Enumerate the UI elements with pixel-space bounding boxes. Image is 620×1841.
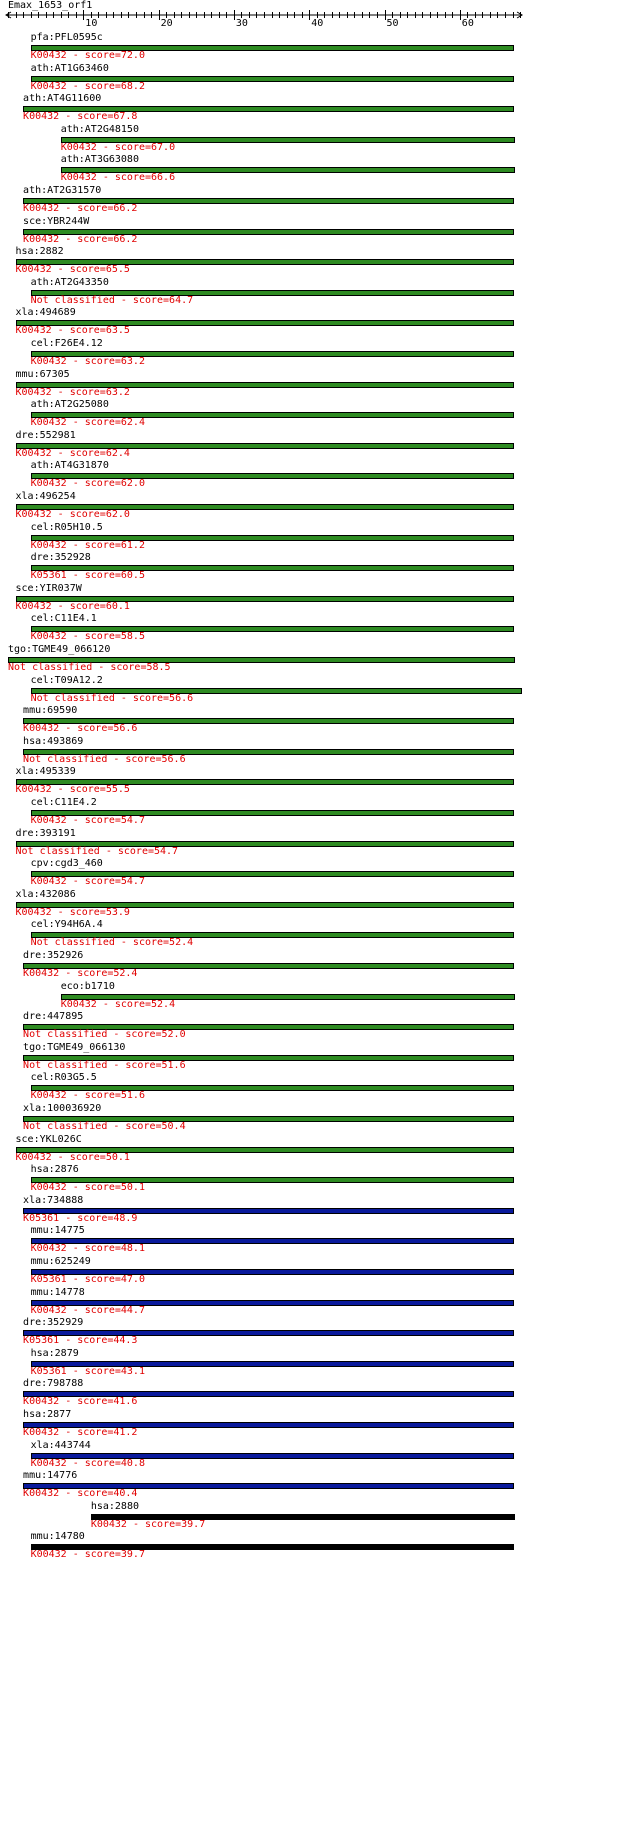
hit-gene-name[interactable]: xla:432086 <box>15 888 76 900</box>
hit-row[interactable] <box>0 307 620 338</box>
hit-ko-score-label: K00432 - score=67.8 <box>23 111 138 123</box>
hit-ko-score-label: K00432 - score=63.2 <box>30 356 145 367</box>
hit-gene-name[interactable]: ath:AT2G43350 <box>30 276 109 288</box>
hit-ko-score-label: K00432 - score=62.0 <box>30 478 145 490</box>
hit-ko-score-label: K00432 - score=52.4 <box>60 998 176 1010</box>
hit-gene-name[interactable]: hsa:2877 <box>23 1409 72 1420</box>
hit-row[interactable] <box>0 1134 620 1165</box>
hit-gene-name[interactable]: hsa:2879 <box>30 1347 79 1359</box>
hit-ko-score-label: K00432 - score=68.2 <box>30 80 145 92</box>
hit-ko-score-label: K00432 - score=72.0 <box>30 50 145 61</box>
hit-row[interactable] <box>0 736 620 767</box>
hit-row[interactable] <box>0 216 620 247</box>
hit-gene-name[interactable]: mmu:14780 <box>30 1531 85 1543</box>
sequence-title: Emax_1653_orf1 <box>8 0 93 11</box>
hit-gene-name[interactable]: ath:AT1G63460 <box>30 62 109 74</box>
hit-ko-score-label: K00432 - score=63.2 <box>15 386 130 398</box>
hit-gene-name[interactable]: dre:447895 <box>23 1011 84 1023</box>
hit-gene-name[interactable]: ath:AT2G48150 <box>60 123 139 135</box>
hit-gene-name[interactable]: cel:Y94H6A.4 <box>30 919 103 931</box>
hit-gene-name[interactable]: eco:b1710 <box>60 980 115 992</box>
hit-ko-score-label: K05361 - score=44.3 <box>23 1335 138 1347</box>
hit-gene-name[interactable]: xla:734888 <box>23 1194 84 1206</box>
hit-ko-score-label: K00432 - score=67.0 <box>60 141 176 153</box>
hit-row[interactable] <box>0 1195 620 1226</box>
hit-ko-score-label: Not classified - score=64.7 <box>30 294 194 306</box>
hit-ko-score-label: K00432 - score=44.7 <box>30 1304 145 1316</box>
hit-ko-score-label: K00432 - score=39.7 <box>90 1518 206 1530</box>
hit-ko-score-label: K00432 - score=55.5 <box>15 784 130 796</box>
axis-tick-label: 60 <box>461 18 474 29</box>
hit-ko-score-label: Not classified - score=56.6 <box>30 692 194 704</box>
hit-ko-score-label: K05361 - score=60.5 <box>30 570 145 582</box>
hit-gene-name[interactable]: ath:AT2G31570 <box>23 185 102 196</box>
hit-ko-score-label: K00432 - score=50.1 <box>30 1182 145 1194</box>
hit-gene-name[interactable]: dre:352926 <box>23 950 84 961</box>
hit-row[interactable] <box>0 1072 620 1103</box>
hit-ko-score-label: K00432 - score=48.1 <box>30 1243 145 1255</box>
hit-gene-name[interactable]: mmu:625249 <box>30 1256 91 1267</box>
hit-row[interactable] <box>0 552 620 583</box>
axis-tick-label: 10 <box>85 18 98 29</box>
hit-row[interactable] <box>0 1042 620 1073</box>
hit-ko-score-label: K00432 - score=41.2 <box>23 1427 138 1438</box>
hit-gene-name[interactable]: cel:T09A12.2 <box>30 674 103 686</box>
hit-row[interactable] <box>0 277 620 308</box>
hit-ko-score-label: K00432 - score=41.6 <box>23 1396 138 1408</box>
hit-gene-name[interactable]: xla:100036920 <box>23 1103 102 1114</box>
hit-row[interactable] <box>0 185 620 216</box>
hit-ko-score-label: K00432 - score=66.2 <box>23 203 138 214</box>
hit-gene-name[interactable]: cel:C11E4.2 <box>30 797 97 808</box>
hit-ko-score-label: K00432 - score=62.0 <box>15 509 130 520</box>
hit-ko-score-label: Not classified - score=52.4 <box>30 937 194 949</box>
axis-tick-label: 30 <box>235 18 248 29</box>
hit-gene-name[interactable]: ath:AT4G31870 <box>30 460 109 472</box>
hit-ko-score-label: K00432 - score=60.1 <box>15 600 130 612</box>
hit-gene-name[interactable]: mmu:67305 <box>15 368 70 380</box>
hit-row[interactable] <box>0 1531 620 1562</box>
hit-row[interactable] <box>0 63 620 94</box>
hit-row[interactable] <box>0 1011 620 1042</box>
hit-row[interactable] <box>0 1256 620 1287</box>
hit-row[interactable] <box>0 32 620 63</box>
hit-ko-score-label: K00432 - score=63.5 <box>15 325 130 337</box>
hit-row[interactable] <box>0 491 620 522</box>
hit-row[interactable] <box>0 93 620 124</box>
hit-ko-score-label: K05361 - score=48.9 <box>23 1212 138 1224</box>
hit-row[interactable] <box>0 430 620 461</box>
hit-ko-score-label: K05361 - score=47.0 <box>30 1274 145 1285</box>
hit-gene-name[interactable]: cel:F26E4.12 <box>30 338 103 349</box>
hit-ko-score-label: K05361 - score=43.1 <box>30 1365 145 1377</box>
hit-row[interactable] <box>0 705 620 736</box>
hit-row[interactable] <box>0 460 620 491</box>
hit-ko-score-label: Not classified - score=58.5 <box>8 662 171 673</box>
hit-gene-name[interactable]: cel:C11E4.1 <box>30 613 97 625</box>
hit-gene-name[interactable]: dre:352928 <box>30 552 91 564</box>
hit-ko-score-label: K00432 - score=39.7 <box>30 1549 145 1561</box>
hit-ko-score-label: K00432 - score=61.2 <box>30 539 145 551</box>
hit-row[interactable] <box>0 889 620 920</box>
hit-gene-name[interactable]: tgo:TGME49_066130 <box>23 1041 126 1053</box>
hit-row[interactable] <box>0 1348 620 1379</box>
hit-row[interactable] <box>0 766 620 797</box>
hit-ko-score-label: K00432 - score=62.4 <box>15 447 130 459</box>
hit-row[interactable] <box>0 124 620 155</box>
hit-ko-score-label: Not classified - score=54.7 <box>15 845 179 857</box>
hit-ko-score-label: K00432 - score=40.8 <box>30 1457 145 1469</box>
hit-row[interactable] <box>0 1225 620 1256</box>
hit-gene-name[interactable]: dre:393191 <box>15 827 76 839</box>
hit-row[interactable] <box>0 1103 620 1134</box>
hit-ko-score-label: Not classified - score=51.6 <box>23 1059 186 1071</box>
hit-row[interactable] <box>0 399 620 430</box>
hit-row[interactable] <box>0 1378 620 1409</box>
hit-ko-score-label: K00432 - score=66.6 <box>60 172 176 184</box>
hit-gene-name[interactable]: hsa:2880 <box>90 1500 139 1512</box>
hit-gene-name[interactable]: hsa:493869 <box>23 735 84 747</box>
hit-ko-score-label: K00432 - score=62.4 <box>30 417 145 429</box>
hit-ko-score-label: K00432 - score=56.6 <box>23 723 138 735</box>
hit-gene-name[interactable]: dre:352929 <box>23 1317 84 1329</box>
hit-gene-name[interactable]: xla:496254 <box>15 491 76 502</box>
hit-gene-name[interactable]: mmu:14775 <box>30 1225 85 1237</box>
axis-tick-label: 20 <box>160 18 173 29</box>
hit-row[interactable] <box>0 1409 620 1440</box>
hit-gene-name[interactable]: mmu:14778 <box>30 1286 85 1298</box>
hit-row[interactable] <box>0 828 620 859</box>
hit-gene-name[interactable]: ath:AT3G63080 <box>60 154 139 166</box>
hit-gene-name[interactable]: ath:AT4G11600 <box>23 93 102 105</box>
hit-row[interactable] <box>0 154 620 185</box>
hit-row[interactable] <box>0 246 620 277</box>
hit-row[interactable] <box>0 613 620 644</box>
hit-row[interactable] <box>0 1501 620 1532</box>
hit-gene-name[interactable]: mmu:14776 <box>23 1470 78 1482</box>
hit-row[interactable] <box>0 1317 620 1348</box>
hit-gene-name[interactable]: dre:798788 <box>23 1378 84 1390</box>
hit-ko-score-label: K00432 - score=65.5 <box>15 264 130 276</box>
hit-ko-score-label: K00432 - score=58.5 <box>30 631 145 643</box>
hit-row[interactable] <box>0 1440 620 1471</box>
hit-row[interactable] <box>0 1287 620 1318</box>
hit-row[interactable] <box>0 919 620 950</box>
hit-row[interactable] <box>0 858 620 889</box>
hit-row[interactable] <box>0 583 620 614</box>
hit-row[interactable] <box>0 1470 620 1501</box>
hit-ko-score-label: K00432 - score=54.7 <box>30 815 145 826</box>
axis-tick-label: 50 <box>386 18 399 29</box>
hit-gene-name[interactable]: cel:R05H10.5 <box>30 521 103 533</box>
hit-row[interactable] <box>0 675 620 706</box>
hit-row[interactable] <box>0 338 620 369</box>
hit-gene-name[interactable]: cpv:cgd3_460 <box>30 858 103 870</box>
hit-row[interactable] <box>0 797 620 828</box>
hit-ko-score-label: K00432 - score=51.6 <box>30 1090 145 1102</box>
hit-row[interactable] <box>0 369 620 400</box>
hit-ko-score-label: K00432 - score=66.2 <box>23 233 138 245</box>
hit-ko-score-label: K00432 - score=40.4 <box>23 1488 138 1500</box>
axis-tick-label: 40 <box>311 18 324 29</box>
hit-gene-name[interactable]: ath:AT2G25080 <box>30 399 109 411</box>
hit-gene-name[interactable]: sce:YKL026C <box>15 1133 82 1145</box>
hit-gene-name[interactable]: xla:494689 <box>15 307 76 319</box>
hit-gene-name[interactable]: sce:YIR037W <box>15 582 82 594</box>
hit-gene-name[interactable]: tgo:TGME49_066120 <box>8 644 111 655</box>
hit-gene-name[interactable]: hsa:2876 <box>30 1164 79 1176</box>
hit-ko-score-label: K00432 - score=52.4 <box>23 968 138 979</box>
hit-ko-score-label: K00432 - score=54.7 <box>30 876 145 888</box>
hit-gene-name[interactable]: pfa:PFL0595c <box>30 32 103 43</box>
hit-gene-name[interactable]: hsa:2882 <box>15 246 64 258</box>
hit-gene-name[interactable]: dre:552981 <box>15 429 76 441</box>
hit-ko-score-label: K00432 - score=50.1 <box>15 1151 130 1163</box>
hit-row[interactable] <box>0 1164 620 1195</box>
hit-row[interactable] <box>0 950 620 981</box>
hit-gene-name[interactable]: cel:R03G5.5 <box>30 1072 97 1084</box>
hit-ko-score-label: Not classified - score=56.6 <box>23 753 186 765</box>
hit-gene-name[interactable]: mmu:69590 <box>23 705 78 717</box>
hit-row[interactable] <box>0 981 620 1012</box>
hit-ko-score-label: K00432 - score=53.9 <box>15 906 130 918</box>
hit-ko-score-label: Not classified - score=50.4 <box>23 1121 186 1132</box>
hit-row[interactable] <box>0 644 620 675</box>
hit-row[interactable] <box>0 522 620 553</box>
hit-gene-name[interactable]: xla:443744 <box>30 1439 91 1451</box>
hit-gene-name[interactable]: sce:YBR244W <box>23 215 90 227</box>
hit-ko-score-label: Not classified - score=52.0 <box>23 1029 186 1041</box>
hit-gene-name[interactable]: xla:495339 <box>15 766 76 778</box>
